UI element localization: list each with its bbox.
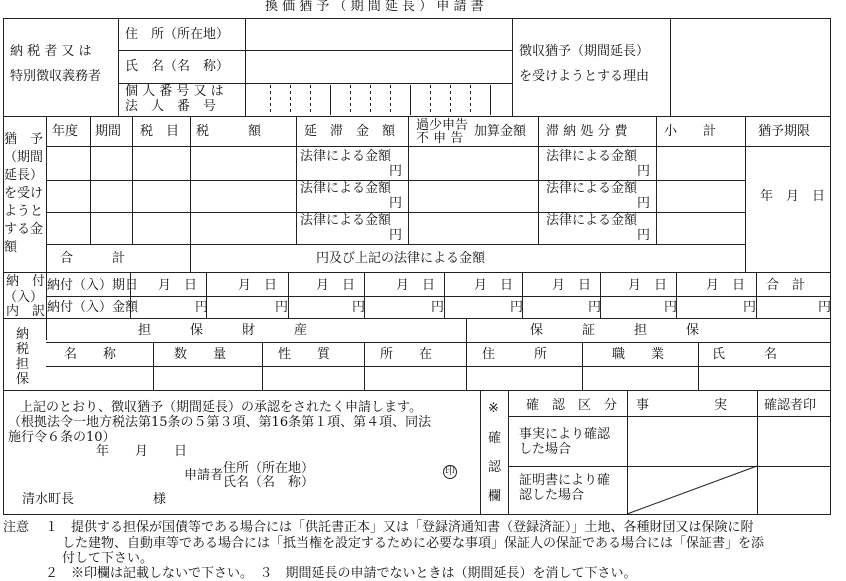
pay-yen-7: 円 [664, 300, 678, 315]
confirm-v-0: 確 [488, 431, 502, 446]
collateral-label-0: 納 [16, 327, 30, 342]
declaration-line2: （根拠法令一地方税法第15条の５第３項、第16条第１項、第４項、同法 [8, 415, 432, 430]
header-period: 期間 [95, 124, 122, 139]
property-header: 担 保 財 産 [138, 323, 308, 338]
col-address: 住 所 [482, 347, 548, 362]
document-title: 換 価 猶 予 （ 期 間 延 長 ） 申 請 書 [265, 0, 484, 14]
amount-label-6: 額 [4, 240, 18, 255]
col-guarantor-name: 氏 名 [712, 347, 778, 362]
applicant-address: 住所（所在地） [223, 461, 315, 476]
payment-label-1: 納 付 [6, 274, 46, 289]
header-period-limit: 猶予期限 [758, 124, 811, 139]
header-year: 年度 [52, 124, 79, 139]
collateral-label-1: 税 [16, 342, 30, 357]
col-name: 名 称 [64, 347, 117, 362]
declaration-line3: 施行令６条の10） [8, 430, 116, 445]
id-label-line1: 個 人 番 号 又 は [125, 84, 224, 99]
confirm-mark: ※ [488, 401, 499, 416]
header-delinquent: 滞 納 処 分 費 [546, 124, 628, 139]
id-label-line2: 法 人 番 号 [125, 99, 217, 114]
total-label: 合 計 [60, 251, 126, 266]
late-yen-1: 円 [389, 164, 403, 179]
collateral-label-2: 担 [16, 357, 30, 372]
note1-line1: １ 提供する担保が国債等である場合には「供託書正本」又は「登録済通知書（登録済証）」土地、各種財団又は保険に附 [45, 520, 754, 535]
due-7: 月 日 [628, 278, 668, 293]
header-tax: 税 額 [196, 124, 262, 139]
payment-amount-label: 納付（入）金額 [47, 300, 139, 315]
late-legal-2: 法律による金額 [300, 181, 392, 196]
header-item: 税 目 [140, 124, 180, 139]
applicant-name: 氏名（名 称） [223, 475, 315, 490]
notes-label: 注意 [3, 520, 30, 535]
declaration-date: 年 月 日 [96, 444, 188, 459]
delinquent-legal-1: 法律による金額 [546, 149, 638, 164]
addressee-sama: 様 [153, 492, 167, 507]
late-yen-3: 円 [389, 228, 403, 243]
applicant-label: 申請者 [184, 468, 224, 483]
due-5: 月 日 [474, 278, 514, 293]
by-fact-2: した場合 [519, 442, 572, 457]
period-limit-date: 年 月 日 [760, 189, 826, 204]
confirm-v-1: 認 [488, 460, 502, 475]
due-6: 月 日 [552, 278, 592, 293]
reason-label-line1: 徴収猶予（期間延長） [519, 44, 650, 59]
delinquent-yen-1: 円 [637, 164, 651, 179]
pay-yen-5: 円 [510, 300, 524, 315]
amount-label-0: 猶 予 [4, 132, 44, 147]
by-fact-1: 事実により確認 [519, 427, 611, 442]
amount-label-2: 延長） [4, 168, 44, 183]
addressee: 清水町長 [22, 492, 75, 507]
due-1: 月 日 [158, 278, 198, 293]
amount-label-4: ようと [4, 204, 44, 219]
confirm-category: 確 認 区 分 [526, 398, 618, 413]
seal-mark [443, 465, 457, 479]
confirmer-seal: 確認者印 [764, 398, 817, 413]
header-additional: 加算金額 [474, 124, 527, 139]
late-yen-2: 円 [389, 196, 403, 211]
confirm-v-2: 欄 [488, 489, 502, 504]
taxpayer-label-line2: 特別徴収義務者 [10, 69, 102, 84]
col-nature: 性 質 [278, 347, 331, 362]
payment-label-3: 内 訳 [6, 304, 46, 319]
delinquent-legal-2: 法律による金額 [546, 181, 638, 196]
confirm-fact: 事 実 [636, 398, 728, 413]
note2: ２ ※印欄は記載しないで下さい。 ３ 期間延長の申請でないときは（期間延長）を消して下さい。 [45, 566, 637, 581]
amount-label-3: を受け [4, 186, 44, 201]
pay-yen-2: 円 [275, 300, 289, 315]
late-legal-3: 法律による金額 [300, 213, 392, 228]
pay-yen-4: 円 [431, 300, 445, 315]
col-occupation: 職 業 [612, 347, 665, 362]
pay-yen-3: 円 [352, 300, 366, 315]
header-subtotal: 小 計 [664, 124, 717, 139]
note1-line3: 付して下さい。 [62, 551, 154, 566]
header-undeclared-1: 過少申告 [416, 118, 469, 133]
collateral-label-3: 保 [16, 372, 30, 387]
col-location: 所 在 [380, 347, 433, 362]
col-quantity: 数 量 [174, 347, 227, 362]
late-legal-1: 法律による金額 [300, 149, 392, 164]
due-2: 月 日 [238, 278, 278, 293]
declaration-line1: 上記のとおり、徴収猶予（期間延長）の承認をされたく申請します。 [20, 400, 422, 415]
delinquent-yen-3: 円 [637, 228, 651, 243]
header-late: 延 滞 金 額 [304, 124, 396, 139]
by-cert-2: 認した場合 [519, 488, 585, 503]
total-note: 円及び上記の法律による金額 [316, 251, 486, 266]
amount-label-5: する金 [4, 222, 44, 237]
pay-yen-1: 円 [195, 300, 209, 315]
by-cert-1: 証明書により確 [519, 473, 611, 488]
amount-label-1: （期間 [4, 150, 44, 165]
payment-total-label: 合 計 [766, 278, 806, 293]
header-undeclared-2: 不 申 告 [416, 131, 464, 146]
pay-yen-8: 円 [743, 300, 757, 315]
address-label: 住 所（所在地） [125, 27, 230, 42]
seal-text: 印 [445, 466, 455, 477]
name-label: 氏 名（名 称） [125, 59, 230, 74]
due-3: 月 日 [316, 278, 356, 293]
delinquent-yen-2: 円 [637, 196, 651, 211]
due-4: 月 日 [396, 278, 436, 293]
note1-line2: した建物、自動車等である場合には「抵当権を設定するために必要な事項」保証人の保証である場合には「保証書」を添 [62, 536, 765, 551]
due-8: 月 日 [706, 278, 746, 293]
payment-label-2: （入） [4, 290, 44, 305]
payment-due-label: 納付（入）期日 [47, 278, 139, 293]
reason-label-line2: を受けようとする理由 [519, 69, 650, 84]
guarantor-header: 保 証 担 保 [530, 323, 700, 338]
pay-yen-6: 円 [588, 300, 602, 315]
delinquent-legal-3: 法律による金額 [546, 213, 638, 228]
taxpayer-label-line1: 納 税 者 又 は [10, 44, 92, 59]
pay-yen-total: 円 [818, 300, 832, 315]
